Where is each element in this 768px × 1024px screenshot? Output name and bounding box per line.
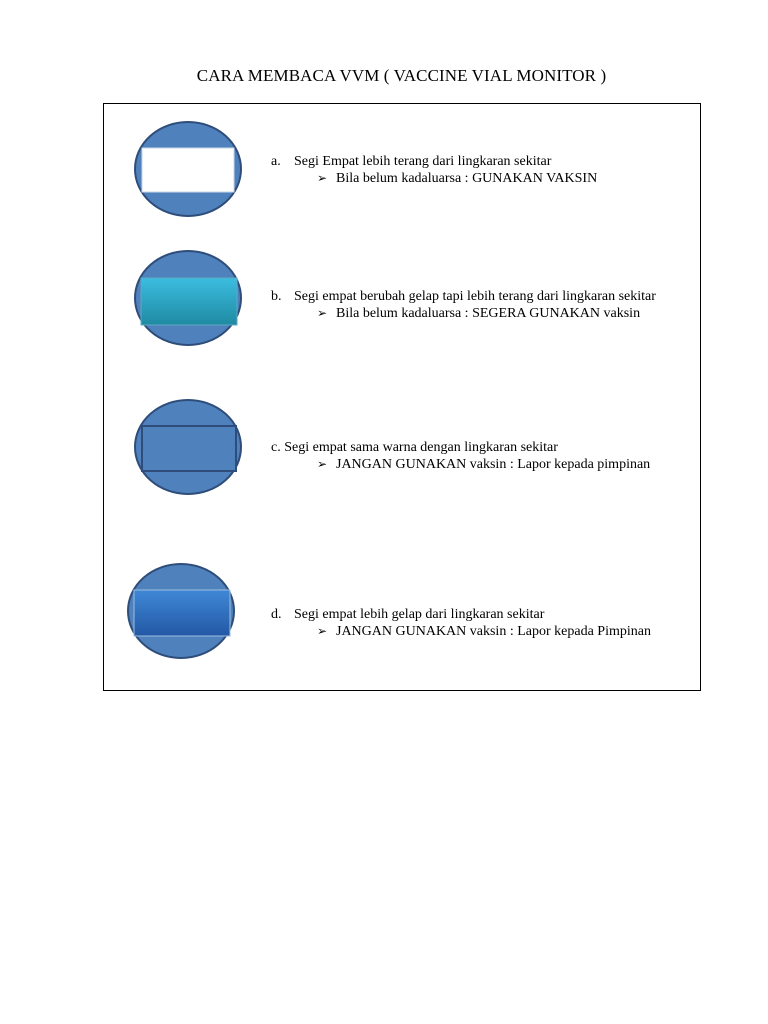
vvm-icon-d — [126, 562, 238, 660]
item-d-text: Segi empat lebih gelap dari lingkaran sekitar — [294, 607, 545, 622]
vvm-square-b — [141, 278, 237, 325]
arrow-bullet-icon: ➢ — [317, 171, 328, 185]
item-a — [271, 154, 597, 187]
item-c-subline — [271, 456, 650, 473]
arrow-bullet-icon: ➢ — [317, 306, 328, 320]
item-c-marker: c. — [271, 440, 281, 455]
item-b-text: Segi empat berubah gelap tapi lebih terang dari lingkaran sekitar — [294, 289, 656, 304]
item-d-subtext: JANGAN GUNAKAN vaksin : Lapor kepada Pimpinan — [336, 624, 651, 639]
item-c-subtext: JANGAN GUNAKAN vaksin : Lapor kepada pimpinan — [336, 457, 651, 472]
item-d-marker: d. — [271, 607, 282, 622]
item-c-line — [271, 440, 650, 456]
item-b-marker: b. — [271, 289, 282, 304]
item-c-text: Segi empat sama warna dengan lingkaran sekitar — [284, 440, 558, 455]
item-b-subtext: Bila belum kadaluarsa : SEGERA GUNAKAN vaksin — [336, 306, 641, 321]
arrow-bullet-icon: ➢ — [317, 624, 328, 638]
item-a-text: Segi Empat lebih terang dari lingkaran sekitar — [294, 154, 552, 169]
item-a-marker: a. — [271, 154, 281, 169]
vvm-square-d — [134, 590, 230, 636]
item-b-subline — [271, 305, 656, 322]
item-a-subline — [271, 170, 597, 187]
item-a-subtext: Bila belum kadaluarsa : GUNAKAN VAKSIN — [336, 171, 598, 186]
item-b — [271, 289, 656, 322]
item-d — [271, 607, 651, 640]
item-b-line — [271, 289, 656, 305]
vvm-icon-c — [133, 398, 245, 496]
page-title: CARA MEMBACA VVM ( VACCINE VIAL MONITOR ) — [196, 66, 607, 85]
vvm-icon-b — [133, 250, 245, 348]
item-a-line — [271, 154, 597, 170]
item-c — [271, 440, 650, 473]
item-d-subline — [271, 623, 651, 640]
item-d-line — [271, 607, 651, 623]
vvm-square-c — [142, 426, 236, 471]
vvm-icon-a — [133, 121, 245, 219]
vvm-square-a — [142, 148, 234, 192]
arrow-bullet-icon: ➢ — [317, 457, 328, 471]
